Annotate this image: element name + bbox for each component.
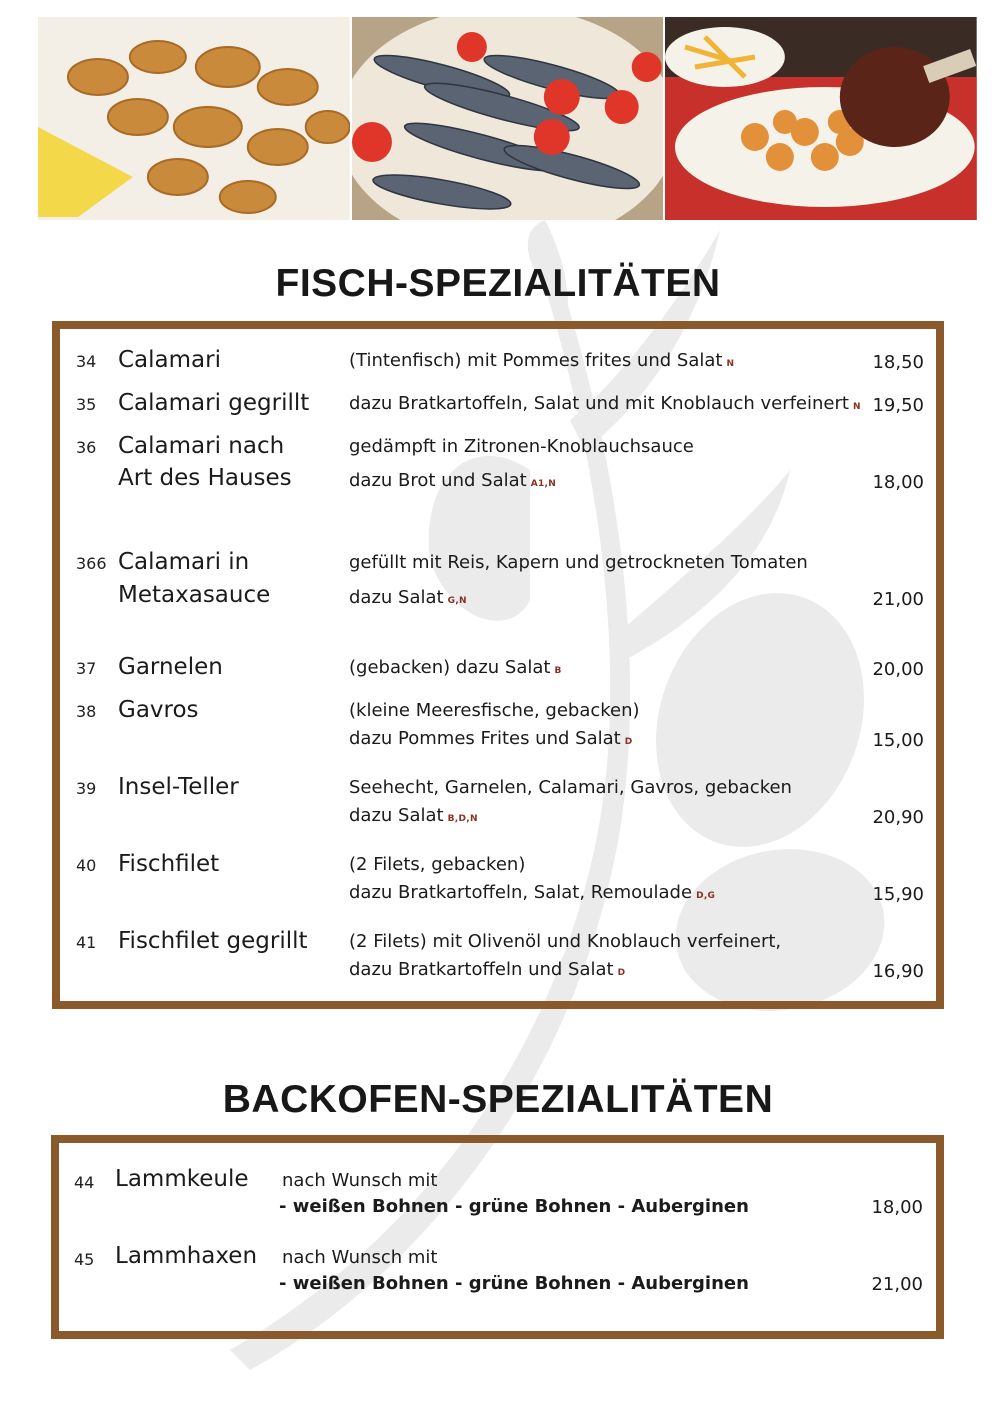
allergen-code: G,N — [447, 596, 467, 606]
oven-section-title: BACKOFEN-SPEZIALITÄTEN — [222, 1078, 774, 1121]
item-price: 19,50 — [872, 395, 924, 416]
item-description: dazu Bratkartoffeln, Salat und mit Knoblauch verfeinert N — [349, 393, 861, 414]
item-name: Fischfilet gegrillt — [118, 928, 308, 954]
calamari-photo — [38, 17, 350, 220]
item-name: Insel-Teller — [118, 774, 239, 800]
item-name: Garnelen — [118, 654, 223, 680]
item-price: 18,00 — [872, 472, 924, 493]
item-price: 21,00 — [871, 1274, 923, 1295]
item-description: gefüllt mit Reis, Kapern und getrockneten Tomaten — [349, 552, 808, 573]
oven-menu-frame — [51, 1135, 944, 1339]
allergen-code: N — [852, 402, 861, 412]
item-name: Gavros — [118, 697, 199, 723]
item-number: 366 — [76, 554, 107, 573]
allergen-code: B,D,N — [447, 814, 478, 824]
fish-menu-frame — [52, 321, 944, 1009]
item-price: 15,00 — [872, 730, 924, 751]
item-price: 16,90 — [872, 961, 924, 982]
photo-strip — [38, 17, 977, 220]
item-description: (2 Filets) mit Olivenöl und Knoblauch verfeinert, — [349, 931, 782, 952]
item-name-line2: Art des Hauses — [118, 465, 292, 491]
item-description: Seehecht, Garnelen, Calamari, Gavros, gebacken — [349, 777, 792, 798]
item-price: 20,90 — [872, 807, 924, 828]
item-description: nach Wunsch mit — [282, 1170, 438, 1191]
allergen-code: D — [617, 968, 626, 978]
item-name: Fischfilet — [118, 851, 220, 877]
item-number: 41 — [76, 933, 97, 952]
item-description: nach Wunsch mit — [282, 1247, 438, 1268]
item-options: - weißen Bohnen - grüne Bohnen - Auberginen — [279, 1196, 749, 1217]
item-number: 37 — [76, 659, 97, 678]
item-description-line2: dazu Brot und Salat A1,N — [349, 470, 557, 491]
item-description-line2: dazu Bratkartoffeln, Salat, Remoulade D,G — [349, 882, 716, 903]
item-description-line2: dazu Bratkartoffeln und Salat D — [349, 959, 626, 980]
allergen-code: A1,N — [530, 479, 557, 489]
item-description: (kleine Meeresfische, gebacken) — [349, 700, 640, 721]
item-description: (2 Filets, gebacken) — [349, 854, 526, 875]
item-name: Calamari gegrillt — [118, 390, 310, 416]
sardines-photo — [352, 17, 664, 220]
item-number: 40 — [76, 856, 97, 875]
item-name: Calamari nach — [118, 433, 285, 459]
allergen-code: D,G — [696, 891, 716, 901]
item-description: (Tintenfisch) mit Pommes frites und Salat N — [349, 350, 735, 371]
item-description-line2: dazu Pommes Frites und Salat D — [349, 728, 633, 749]
item-price: 20,00 — [872, 659, 924, 680]
item-price: 15,90 — [872, 884, 924, 905]
item-number: 34 — [76, 352, 97, 371]
item-name-line2: Metaxasauce — [118, 582, 271, 608]
item-name: Lammhaxen — [115, 1243, 258, 1269]
item-name: Lammkeule — [115, 1166, 249, 1192]
item-description: gedämpft in Zitronen-Knoblauchsauce — [349, 436, 694, 457]
item-number: 39 — [76, 779, 97, 798]
item-number: 44 — [74, 1173, 95, 1192]
allergen-code: B — [554, 666, 562, 676]
item-name: Calamari in — [118, 549, 250, 575]
item-name: Calamari — [118, 347, 221, 373]
item-description-line2: dazu Salat B,D,N — [349, 805, 478, 826]
item-description: (gebacken) dazu Salat B — [349, 657, 562, 678]
fish-section-title: FISCH-SPEZIALITÄTEN — [275, 262, 721, 305]
item-price: 18,00 — [871, 1197, 923, 1218]
lamb-photo — [665, 17, 977, 220]
item-price: 21,00 — [872, 589, 924, 610]
item-number: 36 — [76, 438, 97, 457]
item-number: 38 — [76, 702, 97, 721]
item-description-line2: dazu Salat G,N — [349, 587, 467, 608]
item-number: 45 — [74, 1250, 95, 1269]
item-number: 35 — [76, 395, 97, 414]
allergen-code: D — [624, 737, 633, 747]
item-price: 18,50 — [872, 352, 924, 373]
item-options: - weißen Bohnen - grüne Bohnen - Auberginen — [279, 1273, 749, 1294]
allergen-code: N — [726, 359, 735, 369]
